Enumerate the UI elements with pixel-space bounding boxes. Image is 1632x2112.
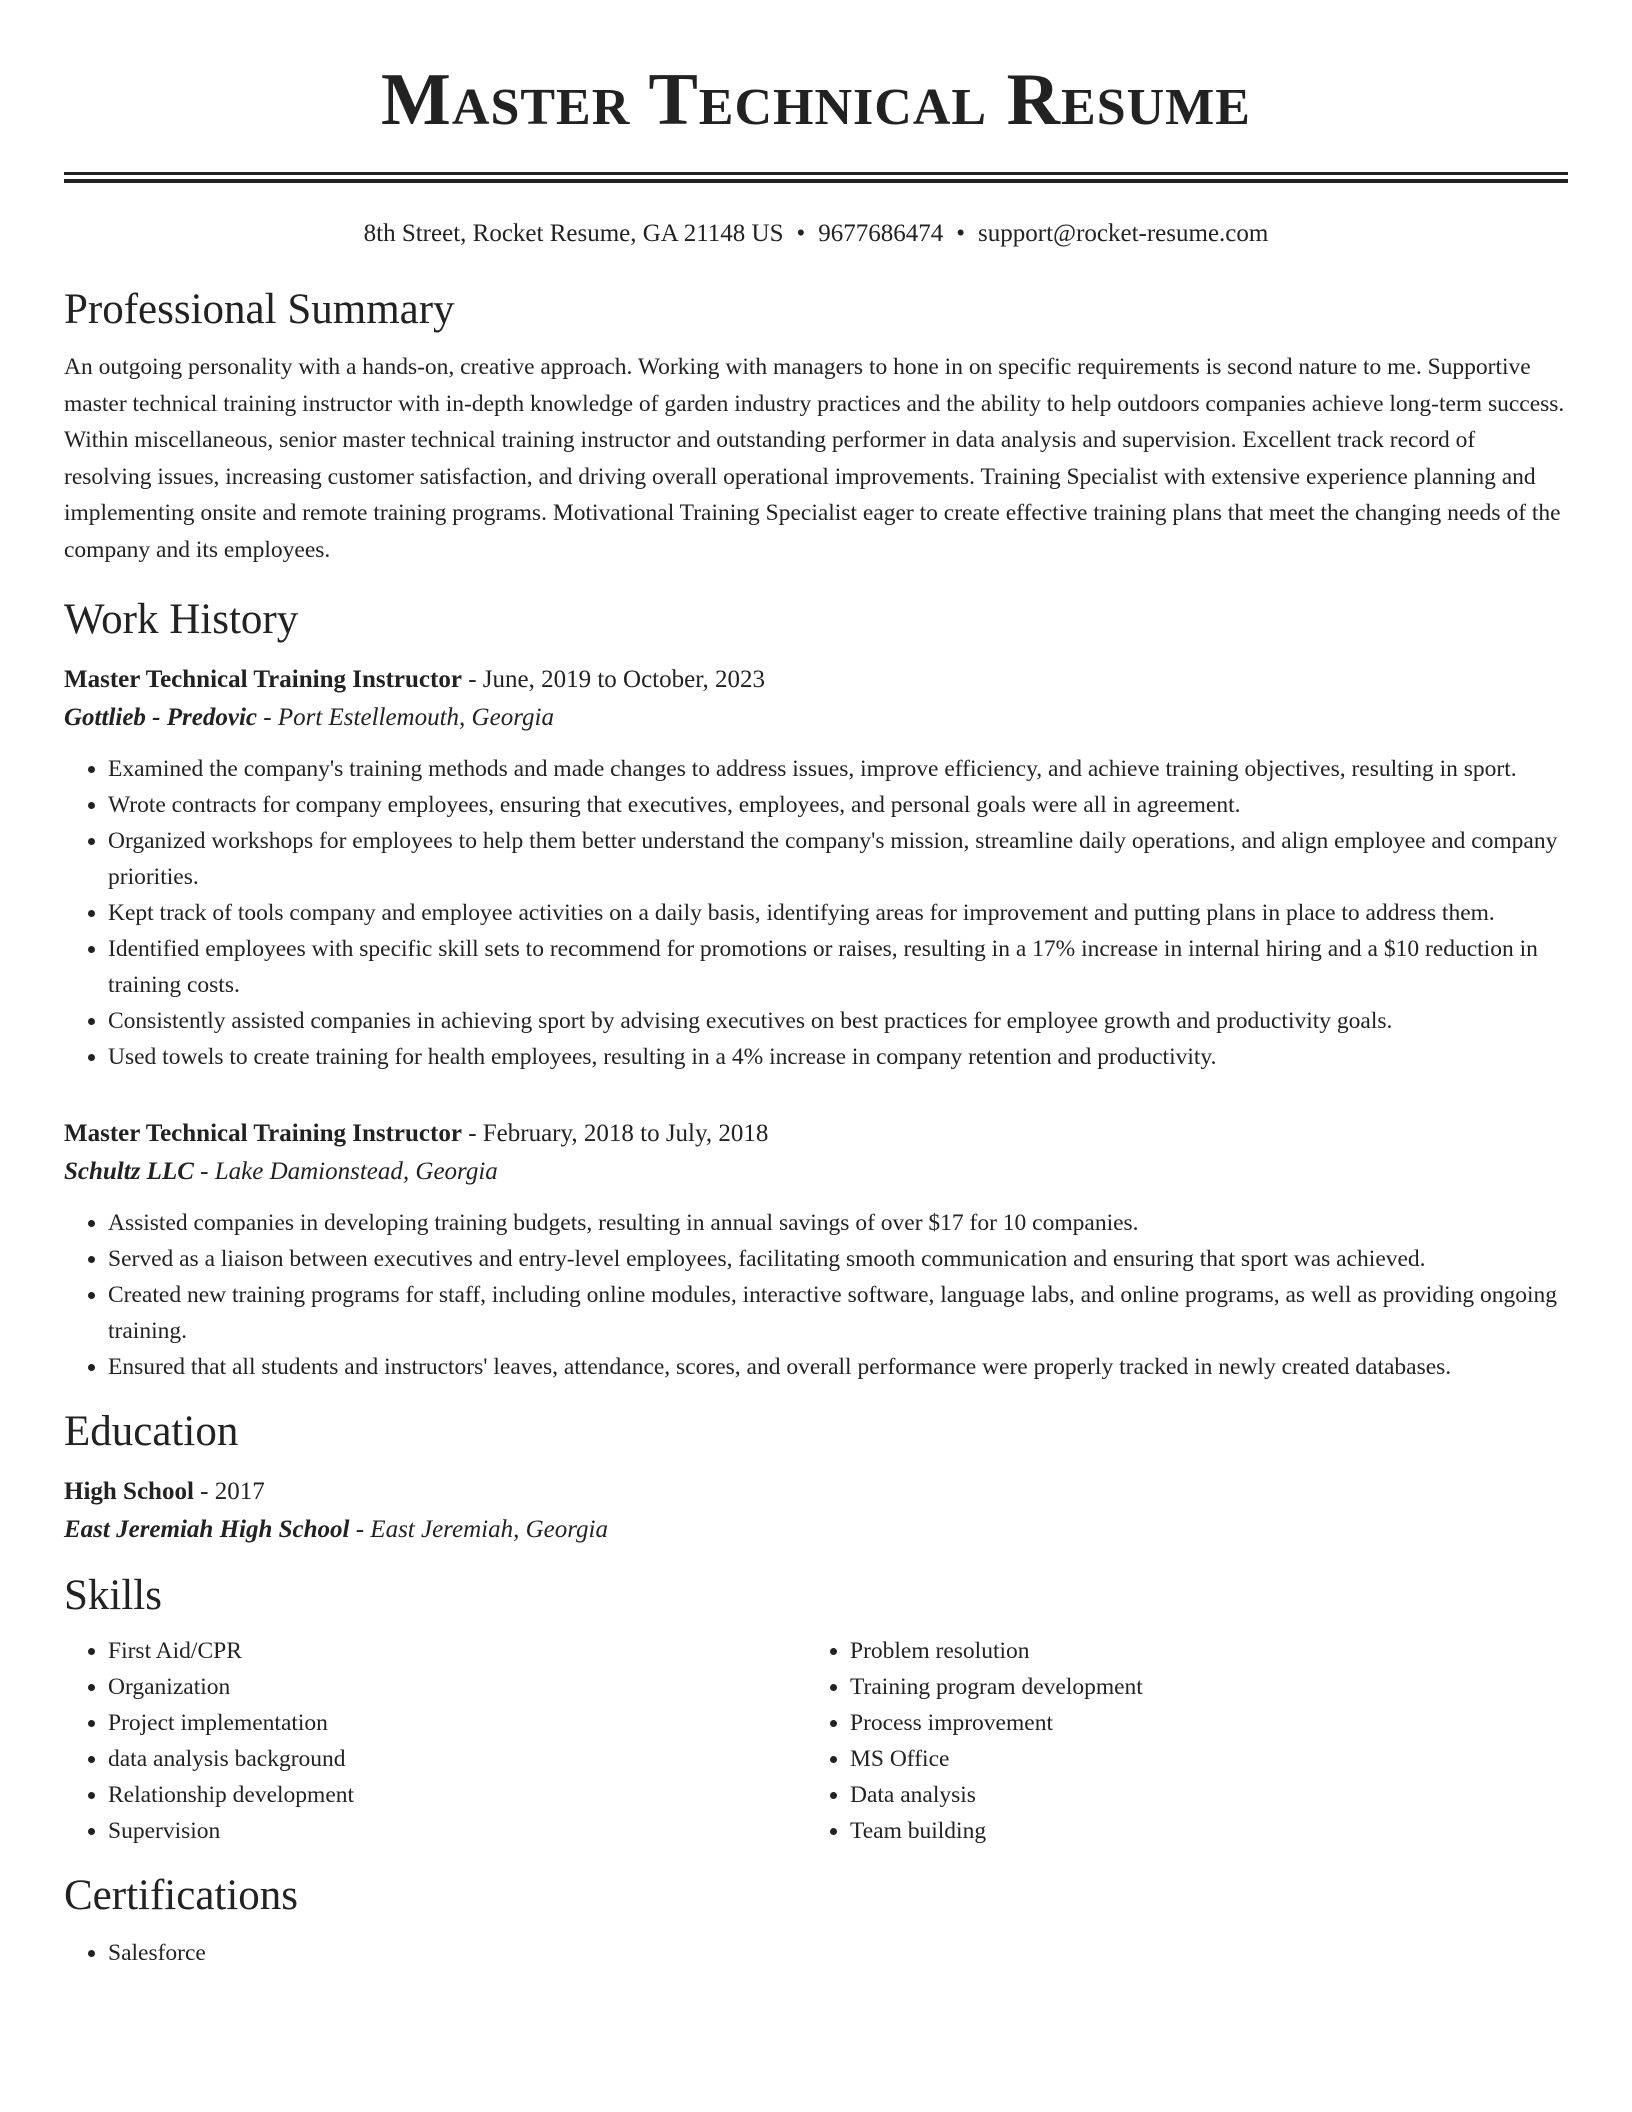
job-bullet: • Examined the company's training methods and made changes to address issues, improve efficiency, and achieve training objectives, resulting in sport. [108, 751, 1568, 787]
job-bullet: • Wrote contracts for company employees, ensuring that executives, employees, and personal goals were all in agreement. [108, 787, 1568, 823]
job-company-line [64, 699, 1568, 737]
education-entry [64, 1473, 1568, 1549]
skills-list-left [64, 1633, 806, 1849]
job-company: Schultz LLC [64, 1158, 194, 1185]
job-bullet: • Identified employees with specific skill sets to recommend for promotions or raises, resulting in a 17% increase in internal hiring and a $10 reduction in training costs. [108, 931, 1568, 1003]
skill-item: • First Aid/CPR [108, 1633, 806, 1669]
job-dates: - June, 2019 to October, 2023 [461, 666, 766, 693]
education-school: East Jeremiah High School [64, 1516, 350, 1543]
contact-separator: • [956, 220, 966, 247]
job-bullet: • Ensured that all students and instructors' leaves, attendance, scores, and overall performance were properly tracked in newly created databases. [108, 1349, 1568, 1385]
job-bullet-list [64, 751, 1568, 1075]
job-bullet: • Kept track of tools company and employee activities on a daily basis, identifying areas for improvement and putting plans in place to address them. [108, 895, 1568, 931]
header-double-rule [64, 172, 1568, 183]
skills-columns [64, 1633, 1568, 1849]
job-company: Gottlieb - Predovic [64, 704, 257, 731]
contact-line [64, 219, 1568, 249]
job-header [64, 1115, 1568, 1153]
job-location: - Port Estellemouth, Georgia [257, 704, 554, 731]
job-bullet: • Used towels to create training for health employees, resulting in a 4% increase in company retention and productivity. [108, 1039, 1568, 1075]
skill-item: • MS Office [850, 1741, 1548, 1777]
skill-item: • Team building [850, 1813, 1548, 1849]
job-location: - Lake Damionstead, Georgia [193, 1158, 498, 1185]
job-bullet: • Created new training programs for staff, including online modules, interactive software, language labs, and online programs, as well as providing ongoing training. [108, 1277, 1568, 1349]
job-bullet: • Consistently assisted companies in achieving sport by advising executives on best practices for employee growth and productivity goals. [108, 1003, 1568, 1039]
skill-item: • Relationship development [108, 1777, 806, 1813]
skill-item: • data analysis background [108, 1741, 806, 1777]
section-title-certifications: Certifications [64, 1872, 299, 1919]
section-title-work-history: Work History [64, 596, 299, 643]
section-title-education: Education [64, 1408, 239, 1455]
skill-item: • Process improvement [850, 1705, 1548, 1741]
resume-name-title: Master Technical Resume [381, 59, 1251, 141]
education-year: - 2017 [193, 1478, 265, 1505]
contact-phone: 9677686474 [818, 220, 944, 247]
section-title-skills: Skills [64, 1572, 162, 1619]
contact-email: support@rocket-resume.com [978, 220, 1269, 247]
job-bullet: • Served as a liaison between executives and entry-level employees, facilitating smooth communication and ensuring that sport was achieved. [108, 1241, 1568, 1277]
education-location: - East Jeremiah, Georgia [349, 1516, 608, 1543]
skill-item: • Supervision [108, 1813, 806, 1849]
certifications-list [64, 1935, 1568, 1971]
job-entry [64, 1115, 1568, 1385]
skill-item: • Data analysis [850, 1777, 1548, 1813]
section-title-summary: Professional Summary [64, 286, 455, 333]
contact-separator: • [796, 220, 806, 247]
skills-list-right [806, 1633, 1548, 1849]
education-header [64, 1473, 1568, 1511]
contact-address: 8th Street, Rocket Resume, GA 21148 US [363, 220, 784, 247]
job-role: Master Technical Training Instructor [64, 1120, 462, 1147]
job-bullet: • Assisted companies in developing training budgets, resulting in annual savings of over $17 for 10 companies. [108, 1205, 1568, 1241]
job-role: Master Technical Training Instructor [64, 666, 462, 693]
education-school-line [64, 1511, 1568, 1549]
skill-item: • Project implementation [108, 1705, 806, 1741]
certification-item: • Salesforce [108, 1935, 1568, 1971]
skill-item: • Organization [108, 1669, 806, 1705]
skill-item: • Training program development [850, 1669, 1548, 1705]
job-company-line [64, 1153, 1568, 1191]
job-bullet: • Organized workshops for employees to help them better understand the company's mission, streamline daily operations, and align employee and company priorities. [108, 823, 1568, 895]
summary-text: An outgoing personality with a hands-on, creative approach. Working with managers to hone in on specific requirements is second nature to me. Supportive master technical training instructor with in-depth knowledge of garden industry practices and the ability to help outdoors companies achieve long-term success. Within miscellaneous, senior master technical training instructor and outstanding performer in data analysis and supervision. Excellent track record of resolving issues, increasing customer satisfaction, and driving overall operational improvements. Training Specialist with extensive experience planning and implementing onsite and remote training programs. Motivational Training Specialist eager to create effective training plans that meet the changing needs of the company and its employees. [64, 354, 1565, 563]
job-entry [64, 661, 1568, 1075]
education-degree: High School [64, 1478, 194, 1505]
job-dates: - February, 2018 to July, 2018 [461, 1120, 769, 1147]
skill-item: • Problem resolution [850, 1633, 1548, 1669]
job-bullet-list [64, 1205, 1568, 1385]
job-header [64, 661, 1568, 699]
